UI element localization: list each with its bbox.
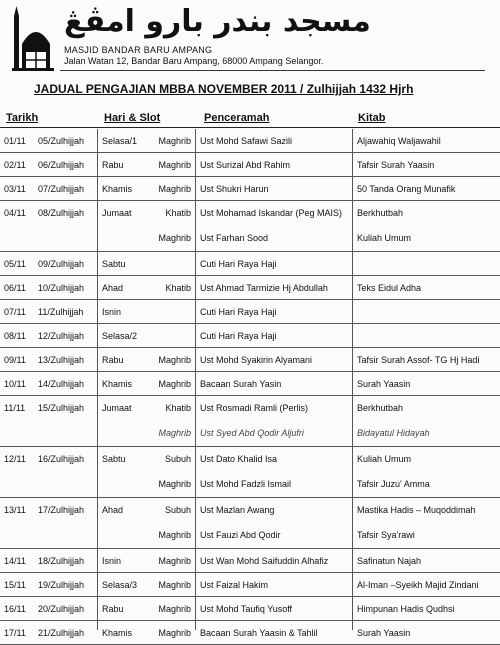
table-row [0,396,500,447]
mosque-name: MASJID BANDAR BARU AMPANG [64,45,213,55]
kitab-title: 50 Tanda Orang Munafik [357,184,456,194]
kitab-title: Tafsir Juzu' Amma [357,479,430,489]
day-name: Khamis [102,379,133,389]
table-row [0,201,500,252]
table-row [0,549,500,573]
date-hijri: 10/Zulhijjah [38,283,85,293]
date-hijri: 05/Zulhijjah [38,136,85,146]
day-name: Khamis [102,628,133,638]
speaker-name: Cuti Hari Raya Haji [200,259,277,269]
header-rule [0,127,500,128]
table-header [0,102,500,126]
table-row [0,252,500,276]
slot-name: Maghrib [158,479,191,489]
day-name: Rabu [102,604,124,614]
date-hijri: 19/Zulhijjah [38,580,85,590]
slot-name: Subuh [164,505,191,515]
speaker-name: Ust Dato Khalid Isa [200,454,278,464]
speaker-name: Ust Wan Mohd Saifuddin Alhafiz [200,556,329,566]
slot-name: Maghrib [158,136,191,146]
date-gregorian: 01/11 [4,136,26,146]
slot-name: Maghrib [158,604,191,614]
kitab-title: Berkhutbah [357,208,404,218]
slot-name: Maghrib [158,628,191,638]
mosque-address: Jalan Watan 12, Bandar Baru Ampang, 68000 Ampang Selangor. [64,56,324,66]
day-name: Sabtu [102,454,126,464]
slot-name: Maghrib [158,233,191,243]
date-gregorian: 11/11 [4,403,26,413]
table-row [0,348,500,372]
speaker-name: Cuti Hari Raya Haji [200,331,277,341]
date-gregorian: 03/11 [4,184,26,194]
speaker-name: Ust Farhan Sood [200,233,269,243]
col-tarikh: Tarikh [6,112,39,124]
date-gregorian: 14/11 [4,556,26,566]
date-gregorian: 17/11 [4,628,26,638]
date-hijri: 15/Zulhijjah [38,403,85,413]
arabic-mosque-name: مسجد بندر بارو امڤڠ [64,4,371,39]
kitab-title: Tafsir Sya'rawi [357,530,415,540]
day-name: Rabu [102,355,124,365]
date-gregorian: 15/11 [4,580,26,590]
date-gregorian: 10/11 [4,379,26,389]
table-row [0,621,500,645]
kitab-title: Teks Eidul Adha [357,283,422,293]
speaker-name: Bacaan Surah Yaasin & Tahlil [200,628,318,638]
day-name: Selasa/2 [102,331,138,341]
date-hijri: 08/Zulhijjah [38,208,85,218]
speaker-name: Ust Mohd Taufiq Yusoff [200,604,293,614]
date-hijri: 16/Zulhijjah [38,454,85,464]
col-hari-slot: Hari & Slot [104,112,161,124]
date-hijri: 18/Zulhijjah [38,556,85,566]
kitab-title: Safinatun Najah [357,556,422,566]
day-name: Ahad [102,505,124,515]
slot-name: Maghrib [158,428,191,438]
date-hijri: 13/Zulhijjah [38,355,85,365]
speaker-name: Bacaan Surah Yasin [200,379,282,389]
letterhead [0,0,500,78]
speaker-name: Ust Fauzi Abd Qodir [200,530,281,540]
slot-name: Maghrib [158,355,191,365]
table-row [0,447,500,498]
day-name: Selasa/3 [102,580,138,590]
kitab-title: Al-Iman –Syeikh Majid Zindani [357,580,479,590]
table-row [0,372,500,396]
kitab-title: Mastika Hadis – Muqoddimah [357,505,476,515]
slot-name: Maghrib [158,160,191,170]
page-title: JADUAL PENGAJIAN MBBA NOVEMBER 2011 / Zulhijjah 1432 Hjrh [34,82,414,96]
kitab-title: Bidayatul Hidayah [357,428,430,438]
day-name: Jumaat [102,403,132,413]
day-name: Jumaat [102,208,132,218]
speaker-name: Ust Mohd Safawi Sazili [200,136,293,146]
day-name: Ahad [102,283,124,293]
kitab-title: Kuliah Umum [357,233,412,243]
kitab-title: Surah Yaasin [357,628,411,638]
date-gregorian: 06/11 [4,283,26,293]
kitab-title: Himpunan Hadis Qudhsi [357,604,455,614]
slot-name: Maghrib [158,530,191,540]
kitab-title: Kuliah Umum [357,454,412,464]
speaker-name: Ust Mohamad Iskandar (Peg MAIS) [200,208,343,218]
slot-name: Maghrib [158,184,191,194]
slot-name: Maghrib [158,556,191,566]
speaker-name: Cuti Hari Raya Haji [200,307,277,317]
speaker-name: Ust Surizal Abd Rahim [200,160,291,170]
date-hijri: 11/Zulhijjah [38,307,84,317]
date-gregorian: 05/11 [4,259,26,269]
kitab-title: Berkhutbah [357,403,404,413]
date-gregorian: 16/11 [4,604,26,614]
col-kitab: Kitab [358,112,386,124]
schedule-table [0,129,500,645]
date-gregorian: 04/11 [4,208,26,218]
table-row [0,177,500,201]
day-name: Rabu [102,160,124,170]
date-hijri: 06/Zulhijjah [38,160,85,170]
kitab-title: Aljawahiq Waljawahil [357,136,441,146]
table-row [0,129,500,153]
speaker-name: Ust Mazlan Awang [200,505,275,515]
speaker-name: Ust Faizal Hakim [200,580,269,590]
table-row [0,300,500,324]
date-gregorian: 02/11 [4,160,26,170]
speaker-name: Ust Rosmadi Ramli (Perlis) [200,403,309,413]
date-gregorian: 13/11 [4,505,26,515]
slot-name: Khatib [165,208,191,218]
table-row [0,573,500,597]
table-row [0,597,500,621]
kitab-title: Tafsir Surah Assof- TG Hj Hadi [357,355,480,365]
speaker-name: Ust Shukri Harun [200,184,269,194]
table-row [0,276,500,300]
date-gregorian: 12/11 [4,454,26,464]
date-hijri: 14/Zulhijjah [38,379,85,389]
speaker-name: Ust Ahmad Tarmizie Hj Abdullah [200,283,328,293]
date-gregorian: 07/11 [4,307,26,317]
day-name: Selasa/1 [102,136,138,146]
date-hijri: 09/Zulhijjah [38,259,85,269]
table-row [0,324,500,348]
date-hijri: 20/Zulhijjah [38,604,85,614]
table-row [0,498,500,549]
kitab-title: Surah Yaasin [357,379,411,389]
speaker-name: Ust Mohd Syakirin Alyamani [200,355,313,365]
header-divider [60,70,485,71]
col-penceramah: Penceramah [204,112,270,124]
slot-name: Maghrib [158,580,191,590]
speaker-name: Ust Syed Abd Qodir Aljufri [200,428,304,438]
kitab-title: Tafsir Surah Yaasin [357,160,435,170]
date-gregorian: 08/11 [4,331,26,341]
mosque-logo-icon [8,6,58,72]
slot-name: Khatib [165,283,191,293]
slot-name: Maghrib [158,379,191,389]
slot-name: Khatib [165,403,191,413]
table-row [0,153,500,177]
day-name: Isnin [102,556,122,566]
date-hijri: 21/Zulhijjah [38,628,85,638]
date-hijri: 07/Zulhijjah [38,184,85,194]
date-hijri: 12/Zulhijjah [38,331,85,341]
day-name: Sabtu [102,259,126,269]
day-name: Khamis [102,184,133,194]
day-name: Isnin [102,307,122,317]
date-hijri: 17/Zulhijjah [38,505,85,515]
speaker-name: Ust Mohd Fadzli Ismail [200,479,292,489]
slot-name: Subuh [164,454,191,464]
date-gregorian: 09/11 [4,355,26,365]
